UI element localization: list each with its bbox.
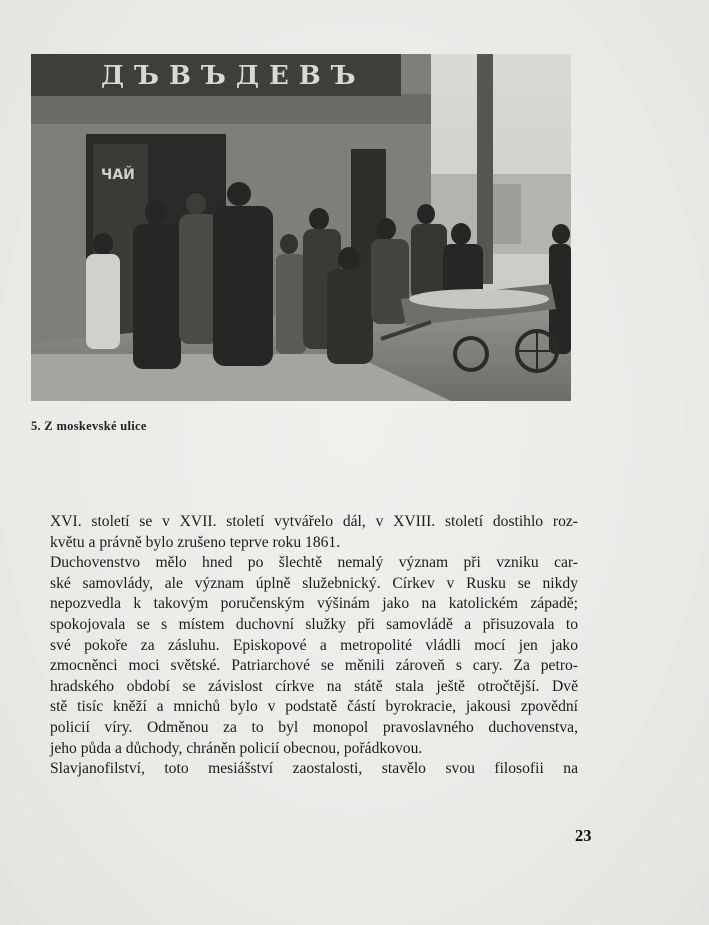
photo-caption: 5. Z moskevské ulice	[31, 419, 147, 433]
text-line: své pokoře za zásluhu. Episkopové a metropolité vládli mocí jen jako	[50, 636, 578, 654]
photo-illustration	[31, 54, 571, 401]
text-line: ské samovlády, ale význam úplně služebnický. Církev v Rusku se nikdy	[50, 574, 578, 592]
street-photograph	[31, 54, 571, 401]
body-text	[50, 512, 578, 780]
text-line: nepozvedla k takovým poručenským výšinám jako na katolickém západě;	[50, 595, 578, 613]
text-line: policií víry. Odměnou za to byl monopol pravoslavného duchovenstva,	[50, 718, 578, 736]
text-line: Slavjanofilství, toto mesiášství zaostalosti, stavělo svou filosofii na	[50, 760, 578, 778]
shop-sign-text: ДЪВЪДЕВЪ	[101, 61, 366, 91]
text-line: jeho půda a důchody, chráněn policií obecnou, pořádkovou.	[50, 739, 423, 757]
page-number: 23	[575, 826, 592, 845]
text-line: květu a právně bylo zrušeno teprve roku 1861.	[50, 533, 341, 551]
text-line: Duchovenstvo mělo hned po šlechtě nemalý význam při vzniku car-	[50, 554, 578, 572]
text-line: stě tisíc kněží a mnichů bylo v podstatě částí byrokracie, jakousi zpovědní	[50, 698, 578, 716]
text-line: hradského období se závislost církve na státě stala ještě otročtější. Dvě	[50, 677, 578, 695]
text-line: zmocněnci moci světské. Patriarchové se měnili zároveň s cary. Za petro-	[50, 657, 578, 675]
text-line: XVI. století se v XVII. století vytvářelo dál, v XVIII. století dostihlo roz-	[50, 513, 578, 530]
window-sign-text: ЧАЙ	[101, 167, 135, 183]
text-line: spokojovala se s místem duchovní služky při samovládě a přisuzovala to	[50, 615, 578, 633]
